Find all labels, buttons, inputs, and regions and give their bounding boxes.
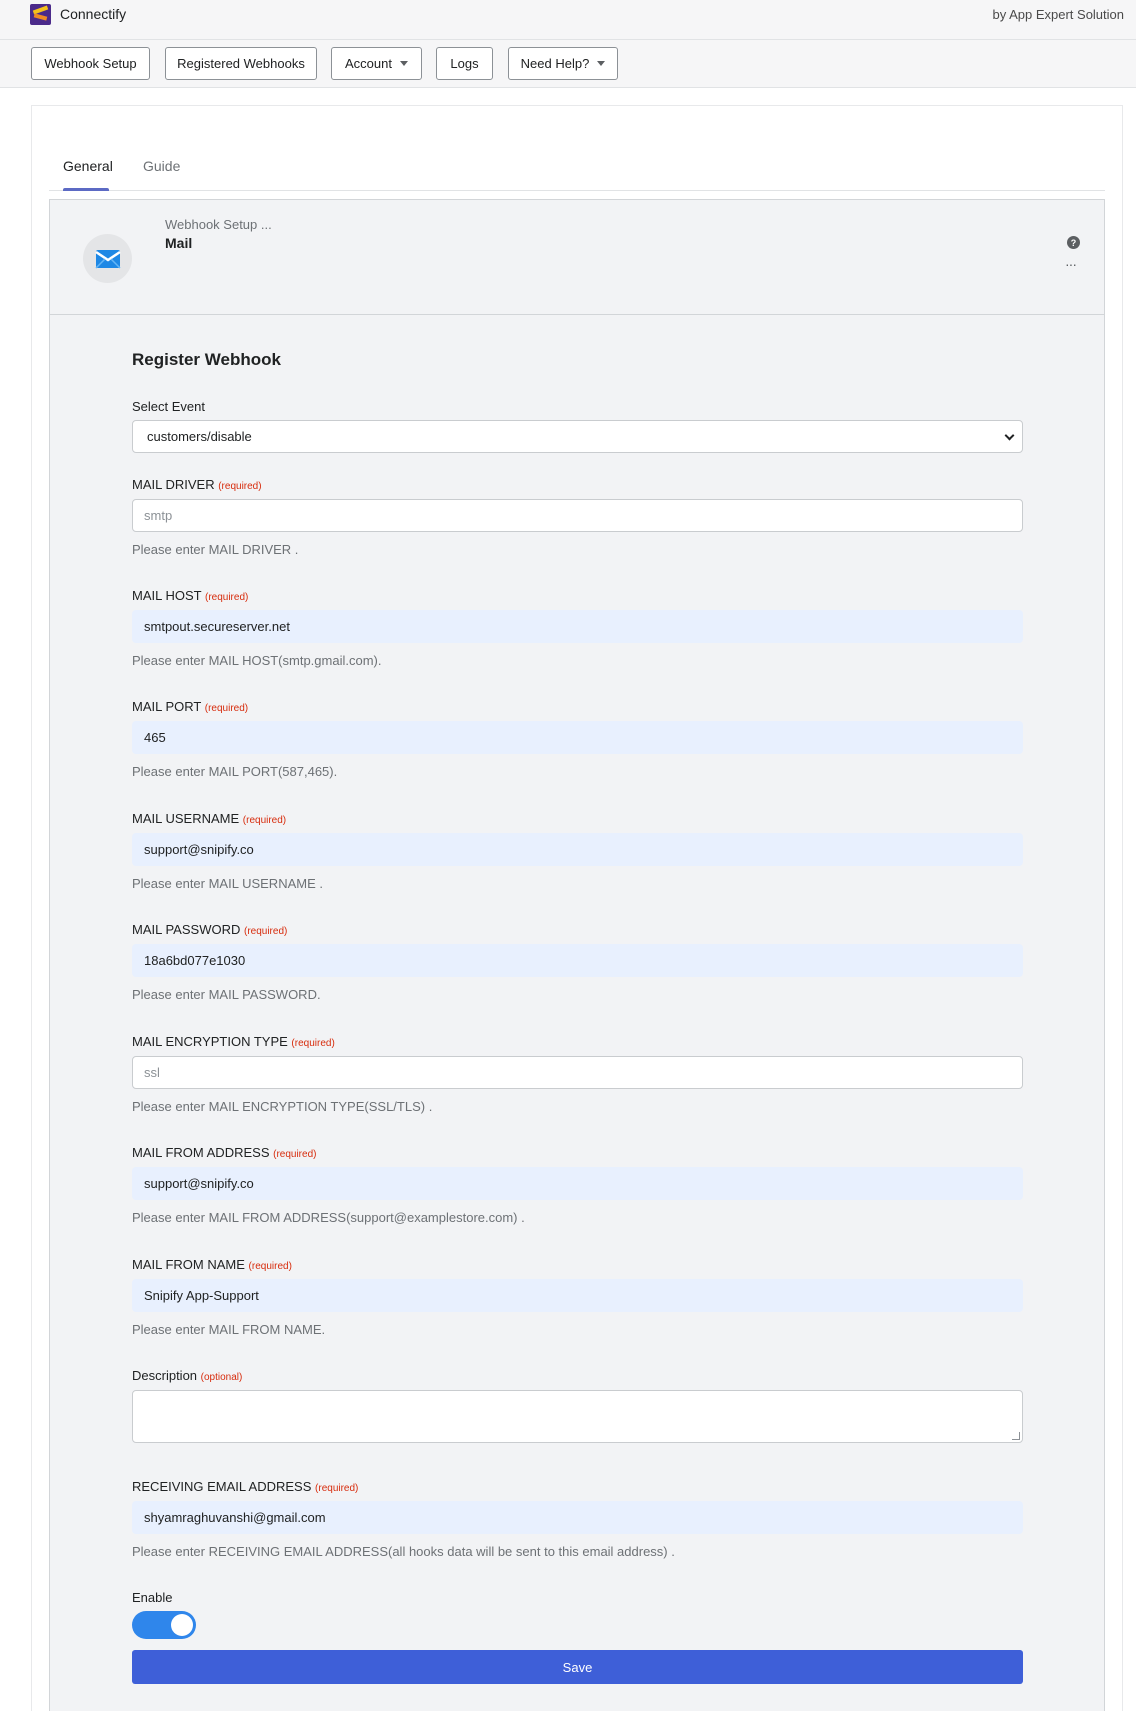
- tab-bar: [49, 143, 1105, 191]
- logs-button[interactable]: [436, 47, 493, 80]
- account-label: Account: [345, 56, 392, 71]
- mail-encryption-input[interactable]: ssl: [132, 1056, 1023, 1089]
- envelope-icon: [95, 246, 121, 272]
- tab-guide[interactable]: [143, 143, 183, 191]
- save-button[interactable]: [132, 1650, 1023, 1684]
- caret-down-icon: [400, 61, 408, 66]
- toggle-knob: [171, 1614, 193, 1636]
- mail-encryption-hint: Please enter MAIL ENCRYPTION TYPE(SSL/TLS) .: [132, 1099, 433, 1114]
- mail-from-name-input[interactable]: Snipify App-Support: [132, 1279, 1023, 1312]
- question-circle-icon[interactable]: ?: [1067, 236, 1080, 249]
- mail-driver-input[interactable]: smtp: [132, 499, 1023, 532]
- main-card: [31, 105, 1123, 1711]
- breadcrumb: Webhook Setup ...: [165, 217, 272, 232]
- mail-from-name-label: MAIL FROM NAME (required): [132, 1257, 292, 1272]
- mail-password-label: MAIL PASSWORD (required): [132, 922, 288, 937]
- mail-host-hint: Please enter MAIL HOST(smtp.gmail.com).: [132, 653, 382, 668]
- webhook-setup-label: Webhook Setup: [44, 56, 137, 71]
- panel-header: [50, 200, 1104, 315]
- mail-username-label: MAIL USERNAME (required): [132, 811, 287, 826]
- mail-driver-label: MAIL DRIVER (required): [132, 477, 262, 492]
- connectify-logo-icon: [30, 4, 51, 25]
- need-help-dropdown-button[interactable]: [508, 47, 618, 80]
- receiving-email-hint: Please enter RECEIVING EMAIL ADDRESS(all hooks data will be sent to this email address) .: [132, 1544, 675, 1559]
- account-dropdown-button[interactable]: [331, 47, 422, 80]
- chevron-down-icon: [1005, 431, 1015, 441]
- mail-driver-hint: Please enter MAIL DRIVER .: [132, 542, 299, 557]
- logs-label: Logs: [450, 56, 479, 71]
- mail-port-label: MAIL PORT (required): [132, 699, 249, 714]
- mail-encryption-label: MAIL ENCRYPTION TYPE (required): [132, 1034, 335, 1049]
- caret-down-icon: [597, 61, 605, 66]
- avatar: [83, 234, 132, 283]
- mail-host-input[interactable]: smtpout.secureserver.net: [132, 610, 1023, 643]
- mail-port-hint: Please enter MAIL PORT(587,465).: [132, 764, 338, 779]
- mail-password-input[interactable]: 18a6bd077e1030: [132, 944, 1023, 977]
- app-byline: by App Expert Solution: [992, 7, 1124, 22]
- select-event-dropdown[interactable]: [132, 420, 1023, 453]
- horizontal-dots-icon[interactable]: ···: [1065, 256, 1076, 272]
- tab-guide-label: Guide: [143, 158, 181, 174]
- webhook-panel: [49, 199, 1105, 1711]
- webhook-setup-button[interactable]: [31, 47, 150, 80]
- resize-handle-icon[interactable]: [1012, 1432, 1020, 1440]
- tab-general-label: General: [63, 158, 113, 174]
- receiving-email-input[interactable]: shyamraghuvanshi@gmail.com: [132, 1501, 1023, 1534]
- description-label: Description (optional): [132, 1368, 243, 1383]
- mail-from-address-hint: Please enter MAIL FROM ADDRESS(support@examplestore.com) .: [132, 1210, 525, 1225]
- mail-from-name-hint: Please enter MAIL FROM NAME.: [132, 1322, 326, 1337]
- mail-username-hint: Please enter MAIL USERNAME .: [132, 876, 323, 891]
- select-event-label: Select Event: [132, 399, 205, 414]
- top-bar: [0, 0, 1136, 40]
- app-title: Connectify: [60, 6, 127, 22]
- mail-host-label: MAIL HOST (required): [132, 588, 249, 603]
- need-help-label: Need Help?: [520, 56, 590, 71]
- mail-username-input[interactable]: support@snipify.co: [132, 833, 1023, 866]
- page-title: Mail: [165, 235, 193, 251]
- tab-general[interactable]: [63, 143, 113, 191]
- mail-port-input[interactable]: 465: [132, 721, 1023, 754]
- registered-webhooks-button[interactable]: [165, 47, 317, 80]
- mail-from-address-input[interactable]: support@snipify.co: [132, 1167, 1023, 1200]
- registered-webhooks-label: Registered Webhooks: [177, 56, 305, 71]
- mail-password-hint: Please enter MAIL PASSWORD.: [132, 987, 321, 1002]
- form-title: Register Webhook: [132, 350, 281, 369]
- description-textarea[interactable]: [132, 1390, 1023, 1443]
- enable-toggle[interactable]: [132, 1611, 196, 1639]
- mail-from-address-label: MAIL FROM ADDRESS (required): [132, 1145, 317, 1160]
- receiving-email-label: RECEIVING EMAIL ADDRESS (required): [132, 1479, 359, 1494]
- active-tab-indicator: [63, 188, 109, 191]
- select-event-value: customers/disable: [147, 429, 252, 444]
- nav-bar: [0, 40, 1136, 88]
- save-label: Save: [562, 1659, 593, 1675]
- enable-label: Enable: [132, 1590, 173, 1605]
